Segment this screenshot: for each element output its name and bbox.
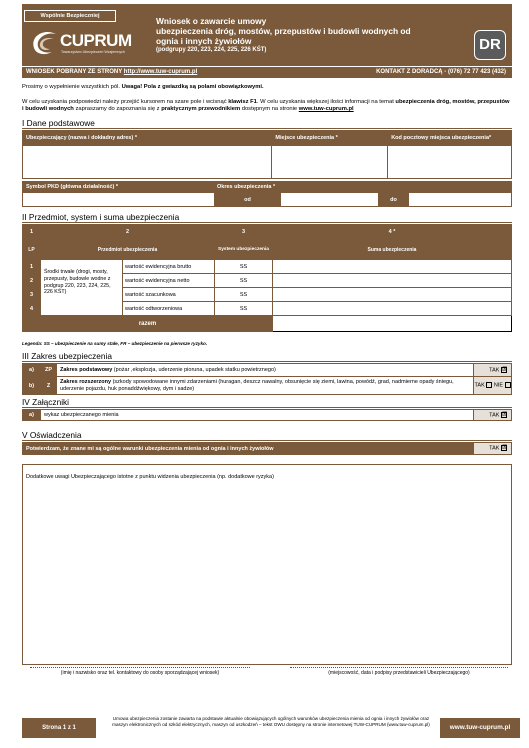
postal-code-field[interactable] [388,146,512,179]
valuation-type: wartość ewidencyjna brutto [123,260,215,274]
divider [22,222,512,223]
legal-notice: Umowa ubezpieczenia zostanie zawarta na podstawie aktualnie obowiązujących ogólnych warunków ubezpieczenia mienia od ognia i innych żywiołów oraz maszyn elektronicznych od szkód elektrycznych, maszyn od uszkodzeń – tekst OWU dostępny na stronie internetowej TUW-CUPRUM (www.tuw-cuprum.pl) [112,716,430,727]
row-lp: 2 [23,274,41,288]
sum-header: Suma ubezpieczenia [273,240,512,260]
checkbox-no-icon[interactable] [505,382,511,388]
scope-basic: Zakres podstawowy (pożar ,eksplozja, uderzenie pioruna, upadek statku powietrznego) [57,364,474,377]
scope-code: Z [41,377,57,395]
statement-table [22,442,512,455]
sum-field[interactable] [273,260,512,274]
basic-data-table [22,130,512,179]
guide-link[interactable]: www.tuw-cuprum.pl [298,106,354,113]
checkbox-checked-icon[interactable]: ☒ [502,411,508,418]
section-2-title: II Przedmiot, system i suma ubezpieczenia [22,212,180,222]
system-value: SS [215,260,273,274]
tagline: Wspólnie Bezpieczniej [24,10,116,22]
footer-url[interactable]: www.tuw-cuprum.pl [440,718,520,738]
info-bar [22,67,512,78]
signature-caption-right: (miejscowość, data i podpisy przedstawicieli Ubezpieczającego) [328,670,470,676]
system-value: SS [215,288,273,302]
pkd-period-table [22,181,512,207]
row-lp: 4 [23,302,41,316]
attachment-item: wykaz ubezpieczanego mienia [41,410,474,421]
place-label: Miejsce ubezpieczenia * [272,131,388,146]
form-title-line-2: ubezpieczenia dróg, mostów, przepustów i budowli wodnych od [156,26,411,36]
logo-subtitle: Towarzystwo Ubezpieczeń Wzajemnych [61,50,125,54]
divider [22,440,512,441]
divider [22,128,512,129]
pkd-label: Symbol PKD (główna działalność) * [23,182,215,193]
valuation-type: wartość odtworzeniowa [123,302,215,316]
postal-code-label: Kod pocztowy miejsca ubezpieczenia* [388,131,512,146]
valuation-type: wartość ewidencyjna netto [123,274,215,288]
signature-line-right [290,667,508,668]
scope-extended: Zakres rozszerzony (szkody spowodowane innymi zdarzeniami (huragan, deszcz nawalny, obsunięcie się ziemi, lawina, powódź, grad, nadmierne opady śniegu, uderzenie pojazdu, huk ponaddźwiękowy, dym i sadze) [57,377,474,395]
attachment-choice[interactable]: TAK ☒ [474,410,512,421]
header-banner [22,4,512,66]
divider [22,407,512,408]
logo-word: CUPRUM [60,31,132,50]
checkbox-checked-icon[interactable]: ☒ [502,366,508,373]
signature-caption-left: (imię i nazwisko oraz tel. kontaktowy do osoby sporządzającej wniosek) [60,670,220,676]
footer [0,714,529,742]
section-4-title: IV Załączniki [22,397,70,407]
form-title: Wniosek o zawarcie umowy [156,16,267,26]
col-num: 1 [23,225,41,240]
signature-line-left [30,667,250,668]
form-title-line-3: ognia i innych żywiołów [156,36,252,46]
insured-label: Ubezpieczający (nazwa i dokładny adres) * [23,131,272,146]
divider [22,361,512,362]
period-from-label: od [215,193,281,207]
checkbox-yes-icon[interactable] [486,382,492,388]
intro-hint: W celu uzyskania podpowiedzi należy przejść kursorem na szare pole i wcisnąć klawisz F1. W celu uzyskania większej ilości informacji na temat ubezpieczenia dróg, mostów, przepustów i budowli wodnych zapraszamy do zapoznania się z praktycznym przewodnikiem dostępnym na stronie www.tuw-cuprum.pl [22,99,510,113]
scope-extended-choice[interactable]: TAK NIE [474,377,512,395]
row-lp: 3 [23,288,41,302]
statement-text: Potwierdzam, że znane mi są ogólne warunki ubezpieczenia mienia od ognia i innych żywiołów [23,443,474,455]
valuation-type: wartość szacunkowa [123,288,215,302]
sum-field[interactable] [273,274,512,288]
statement-choice[interactable]: TAK ☒ [474,443,512,455]
row-lp: 1 [23,260,41,274]
cuprum-logo [30,28,134,58]
subject-header: Przedmiot ubezpieczenia [41,240,215,260]
period-label: Okres ubezpieczenia * [215,182,512,193]
page-number: Strona 1 z 1 [22,718,96,738]
section-1-title: I Dane podstawowe [22,118,95,128]
intro-line: Prosimy o wypełnienie wszystkich pól. Uwaga! Pola z gwiazdką są polami obowiązkowymi. [22,84,264,90]
scope-table [22,363,512,395]
form-subtitle: (podgrupy 220, 223, 224, 225, 226 KŚT) [156,47,267,53]
system-value: SS [215,302,273,316]
scope-letter: a) [23,364,41,377]
attachment-letter: a) [23,410,41,421]
period-to-label: do [379,193,409,207]
form-code-badge: DR [474,30,506,60]
source-label: WNIOSEK POBRANY ZE STRONY http://www.tuw-cuprum.pl [26,69,198,75]
col-num: 2 [41,225,215,240]
contact-label: KONTAKT Z DORADCĄ - (076) 72 77 423 (432) [376,69,506,75]
section-3-title: III Zakres ubezpieczenia [22,351,112,361]
subject-table [22,224,512,332]
remarks-box [22,464,512,665]
col-num: 3 [215,225,273,240]
remarks-label: Dodatkowe uwagi Ubezpieczającego istotne z punktu widzenia ubezpieczenia (np. dodatkowe ryzyka) [23,465,512,489]
period-from-field[interactable] [281,193,379,207]
place-field[interactable] [272,146,388,179]
insured-field[interactable] [23,146,272,179]
total-sum-field[interactable] [273,316,512,332]
pkd-field[interactable] [23,193,215,207]
logo-swoosh-icon [30,30,58,56]
checkbox-checked-icon[interactable]: ☒ [502,445,508,452]
section-5-title: V Oświadczenia [22,430,82,440]
attachments-table [22,409,512,421]
sum-field[interactable] [273,302,512,316]
total-label: razem [23,316,273,332]
asset-group: Środki trwałe (drogi, mosty, przepusty, budowle wodne z podgrup 220, 223, 224, 225, 226 KŚT) [41,260,123,316]
scope-letter: b) [23,377,41,395]
col-num: 4 * [273,225,512,240]
lp-header: LP [23,240,41,260]
system-header: System ubezpieczenia [215,240,273,260]
source-link[interactable]: http://www.tuw-cuprum.pl [123,69,198,75]
remarks-field[interactable] [23,489,512,665]
period-to-field[interactable] [409,193,512,207]
scope-code: ZP [41,364,57,377]
legend: Legenda: SS – ubezpieczenie na sumy stałe, FR – ubezpieczenie na pierwsze ryzyko. [22,341,208,346]
sum-field[interactable] [273,288,512,302]
system-value: SS [215,274,273,288]
scope-basic-choice[interactable]: TAK ☒ [474,364,512,377]
